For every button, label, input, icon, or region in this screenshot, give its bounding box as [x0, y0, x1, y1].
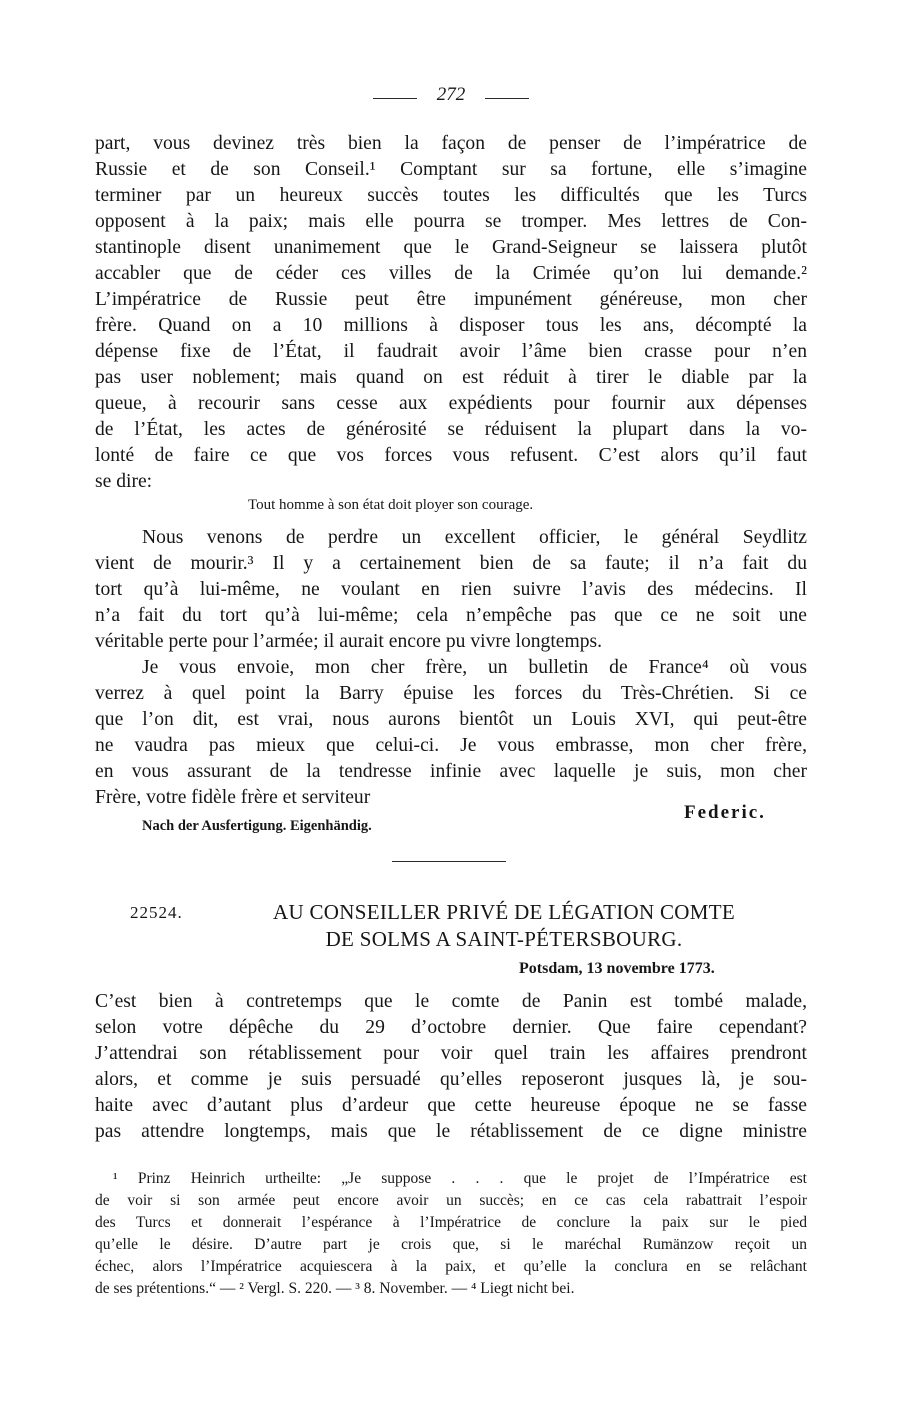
- text-line: pas user noblement; mais quand on est réduit à tirer le diable par la: [95, 367, 807, 388]
- text-line: Je vous envoie, mon cher frère, un bulletin de France⁴ où vous: [142, 657, 807, 678]
- footnote-line: ¹ Prinz Heinrich urtheilte: „Je suppose . . . que le projet de l’Impératrice est: [113, 1170, 807, 1187]
- text-line: terminer par un heureux succès toutes les difficultés que les Turcs: [95, 185, 807, 206]
- place-date: Potsdam, 13 novembre 1773.: [519, 960, 715, 977]
- header-rule-left: [373, 98, 417, 99]
- footnote-line: des Turcs et donnerait l’espérance à l’Impératrice de conclure la paix sur le pied: [95, 1214, 807, 1231]
- text-line: Nous venons de perdre un excellent officier, le général Seydlitz: [142, 527, 807, 548]
- text-line: n’a fait du tort qu’à lui-même; cela n’empêche pas que ce ne soit une: [95, 605, 807, 626]
- footnote-line: qu’elle le désire. D’autre part je crois que, si le maréchal Rumänzow reçoit un: [95, 1236, 807, 1253]
- text-line: C’est bien à contretemps que le comte de Panin est tombé malade,: [95, 991, 807, 1012]
- footnote-line: de voir si son armée peut encore avoir un succès; en ce cas cela rabattrait l’espoir: [95, 1192, 807, 1209]
- text-line: en vous assurant de la tendresse infinie avec laquelle je suis, mon cher: [95, 761, 807, 782]
- text-line: de l’État, les actes de générosité se réduisent la plupart dans la vo-: [95, 419, 807, 440]
- text-line: Frère, votre fidèle frère et serviteur: [95, 787, 371, 808]
- text-line: frère. Quand on a 10 millions à disposer tous les ans, décompté la: [95, 315, 807, 336]
- motto-quote: Tout homme à son état doit ployer son courage.: [248, 497, 534, 513]
- text-line: J’attendrai son rétablissement pour voir quel train les affaires prendront: [95, 1043, 807, 1064]
- text-line: L’impératrice de Russie peut être impunément généreuse, mon cher: [95, 289, 807, 310]
- page-number: 272: [436, 84, 466, 105]
- text-line: haite avec d’autant plus d’ardeur que cette heureuse époque ne se fasse: [95, 1095, 807, 1116]
- text-line: tort qu’à lui-même, ne voulant en rien suivre l’avis des médecins. Il: [95, 579, 807, 600]
- text-line: stantinople disent unanimement que le Grand-Seigneur se laissera plutôt: [95, 237, 807, 258]
- text-line: ne vaudra pas mieux que celui-ci. Je vous embrasse, mon cher frère,: [95, 735, 807, 756]
- source-note: Nach der Ausfertigung. Eigenhändig.: [142, 818, 372, 834]
- header-rule-right: [485, 98, 529, 99]
- document-number: 22524.: [130, 903, 183, 922]
- text-line: accabler que de céder ces villes de la Crimée qu’on lui demande.²: [95, 263, 807, 284]
- text-line: vient de mourir.³ Il y a certainement bien de sa faute; il n’a fait du: [95, 553, 807, 574]
- text-line: dépense fixe de l’État, il faudrait avoir l’âme bien crasse pour n’en: [95, 341, 807, 362]
- section-divider: [392, 861, 506, 862]
- text-line: se dire:: [95, 471, 153, 492]
- text-line: selon votre dépêche du 29 d’octobre dernier. Que faire cependant?: [95, 1017, 807, 1038]
- text-line: pas attendre longtemps, mais que le rétablissement de ce digne ministre: [95, 1121, 807, 1142]
- footnote-line: échec, alors l’Impératrice acquiescera à la paix, et qu’elle la conclura en se relâchant: [95, 1258, 807, 1275]
- signature: Federic.: [684, 802, 766, 823]
- text-line: verrez à quel point la Barry épuise les forces du Très-Chrétien. Si ce: [95, 683, 807, 704]
- text-line: part, vous devinez très bien la façon de penser de l’impératrice de: [95, 133, 807, 154]
- footnote-line: de ses prétentions.“ — ² Vergl. S. 220. — ³ 8. November. — ⁴ Liegt nicht bei.: [95, 1280, 575, 1297]
- letter-heading-line: AU CONSEILLER PRIVÉ DE LÉGATION COMTE: [273, 900, 735, 924]
- text-line: alors, et comme je suis persuadé qu’elles reposeront jusques là, je sou-: [95, 1069, 807, 1090]
- text-line: queue, à recourir sans cesse aux expédients pour fournir aux dépenses: [95, 393, 807, 414]
- text-line: opposent à la paix; mais elle pourra se tromper. Mes lettres de Con-: [95, 211, 807, 232]
- text-line: véritable perte pour l’armée; il aurait encore pu vivre longtemps.: [95, 631, 603, 652]
- text-line: lonté de faire ce que vos forces vous refusent. C’est alors qu’il faut: [95, 445, 807, 466]
- letter-heading-line: DE SOLMS A SAINT-PÉTERSBOURG.: [325, 927, 683, 951]
- text-line: Russie et de son Conseil.¹ Comptant sur sa fortune, elle s’imagine: [95, 159, 807, 180]
- page-header: [95, 84, 807, 110]
- text-line: que l’on dit, est vrai, nous aurons bientôt un Louis XVI, qui peut-être: [95, 709, 807, 730]
